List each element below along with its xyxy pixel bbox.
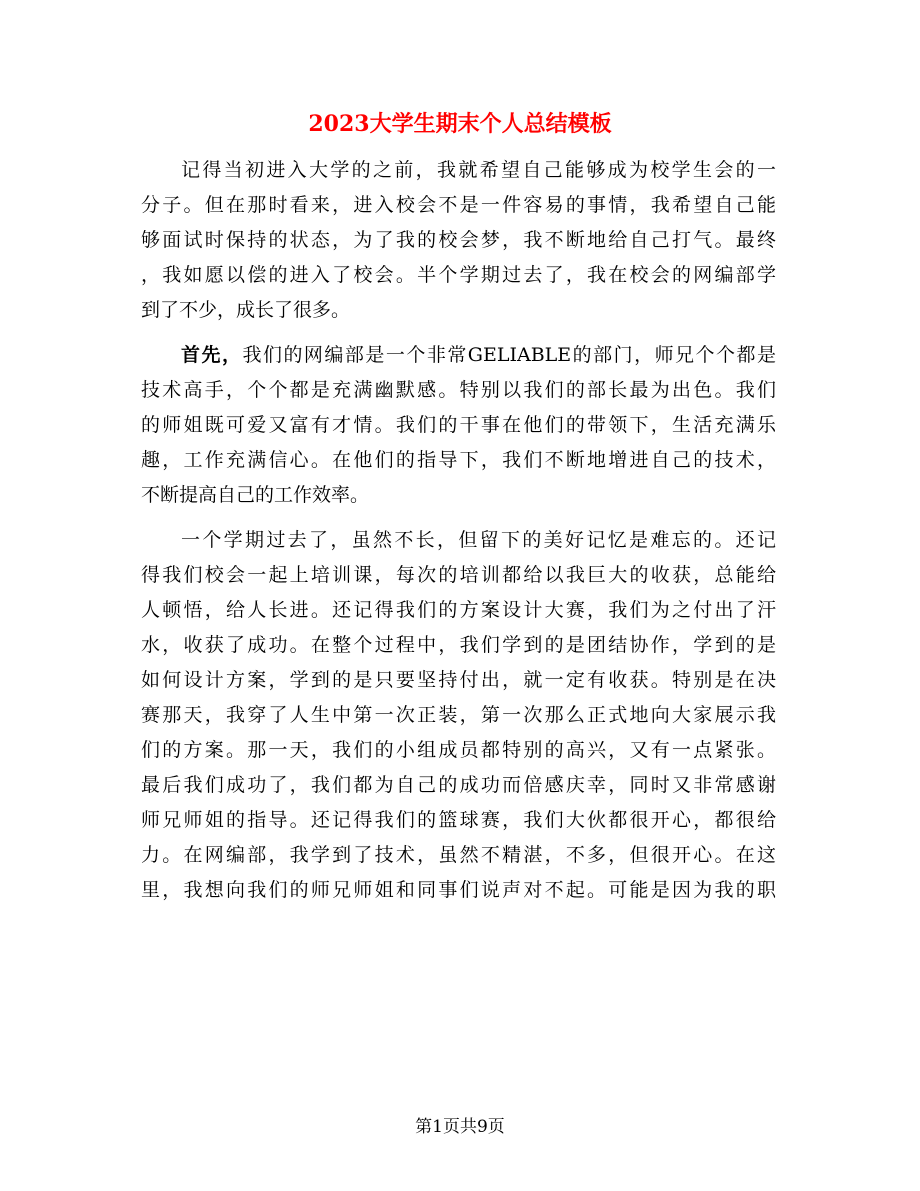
paragraph-line: 力。在网编部，我学到了技术，虽然不精湛，不多，但很开心。在这 [141,844,776,866]
paragraph-3 [141,523,776,908]
paragraph-line: 趣，工作充满信心。在他们的指导下，我们不断地增进自己的技术， [141,449,776,471]
lead-bold-text: 首先， [181,344,243,366]
document-body [141,153,776,908]
paragraph-line: 技术高手，个个都是充满幽默感。特别以我们的部长最为出色。我们 [141,379,776,401]
paragraph-line: ，我如愿以偿的进入了校会。半个学期过去了，我在校会的网编部学 [141,264,776,286]
paragraph-line: 分子。但在那时看来，进入校会不是一件容易的事情，我希望自己能 [141,194,776,216]
paragraph-2 [141,338,776,513]
paragraph-line-text: 我们的网编部是一个非常GELIABLE的部门，师兄个个都是 [242,344,776,366]
paragraph-line: 水，收获了成功。在整个过程中，我们学到的是团结协作，学到的是 [141,634,776,656]
paragraph-line: 一个学期过去了，虽然不长，但留下的美好记忆是难忘的。还记 [181,529,776,551]
page-footer: 第1页共9页 [415,1117,505,1137]
paragraph-line: 赛那天，我穿了人生中第一次正装，第一次那么正式地向大家展示我 [141,704,776,726]
paragraph-line: 的师姐既可爱又富有才情。我们的干事在他们的带领下，生活充满乐 [141,414,776,436]
paragraph-line: 得我们校会一起上培训课，每次的培训都给以我巨大的收获，总能给 [141,564,776,586]
paragraph-line: 人顿悟，给人长进。还记得我们的方案设计大赛，我们为之付出了汗 [141,599,776,621]
paragraph-line: 如何设计方案，学到的是只要坚持付出，就一定有收获。特别是在决 [141,669,776,691]
paragraph-1 [141,153,776,328]
paragraph-line: 不断提高自己的工作效率。 [141,484,370,506]
paragraph-line: 到了不少，成长了很多。 [141,299,351,321]
paragraph-line: 里，我想向我们的师兄师姐和同事们说声对不起。可能是因为我的职 [141,879,776,901]
paragraph-line: 们的方案。那一天，我们的小组成员都特别的高兴，又有一点紧张。 [141,739,776,761]
paragraph-line [141,338,776,373]
paragraph-line: 师兄师姐的指导。还记得我们的篮球赛，我们大伙都很开心，都很给 [141,809,776,831]
document-title: 2023大学生期末个人总结模板 [308,111,612,137]
paragraph-line: 够面试时保持的状态，为了我的校会梦，我不断地给自己打气。最终 [141,229,776,251]
paragraph-line: 最后我们成功了，我们都为自己的成功而倍感庆幸，同时又非常感谢 [141,774,776,796]
paragraph-line: 记得当初进入大学的之前，我就希望自己能够成为校学生会的一 [181,159,776,181]
